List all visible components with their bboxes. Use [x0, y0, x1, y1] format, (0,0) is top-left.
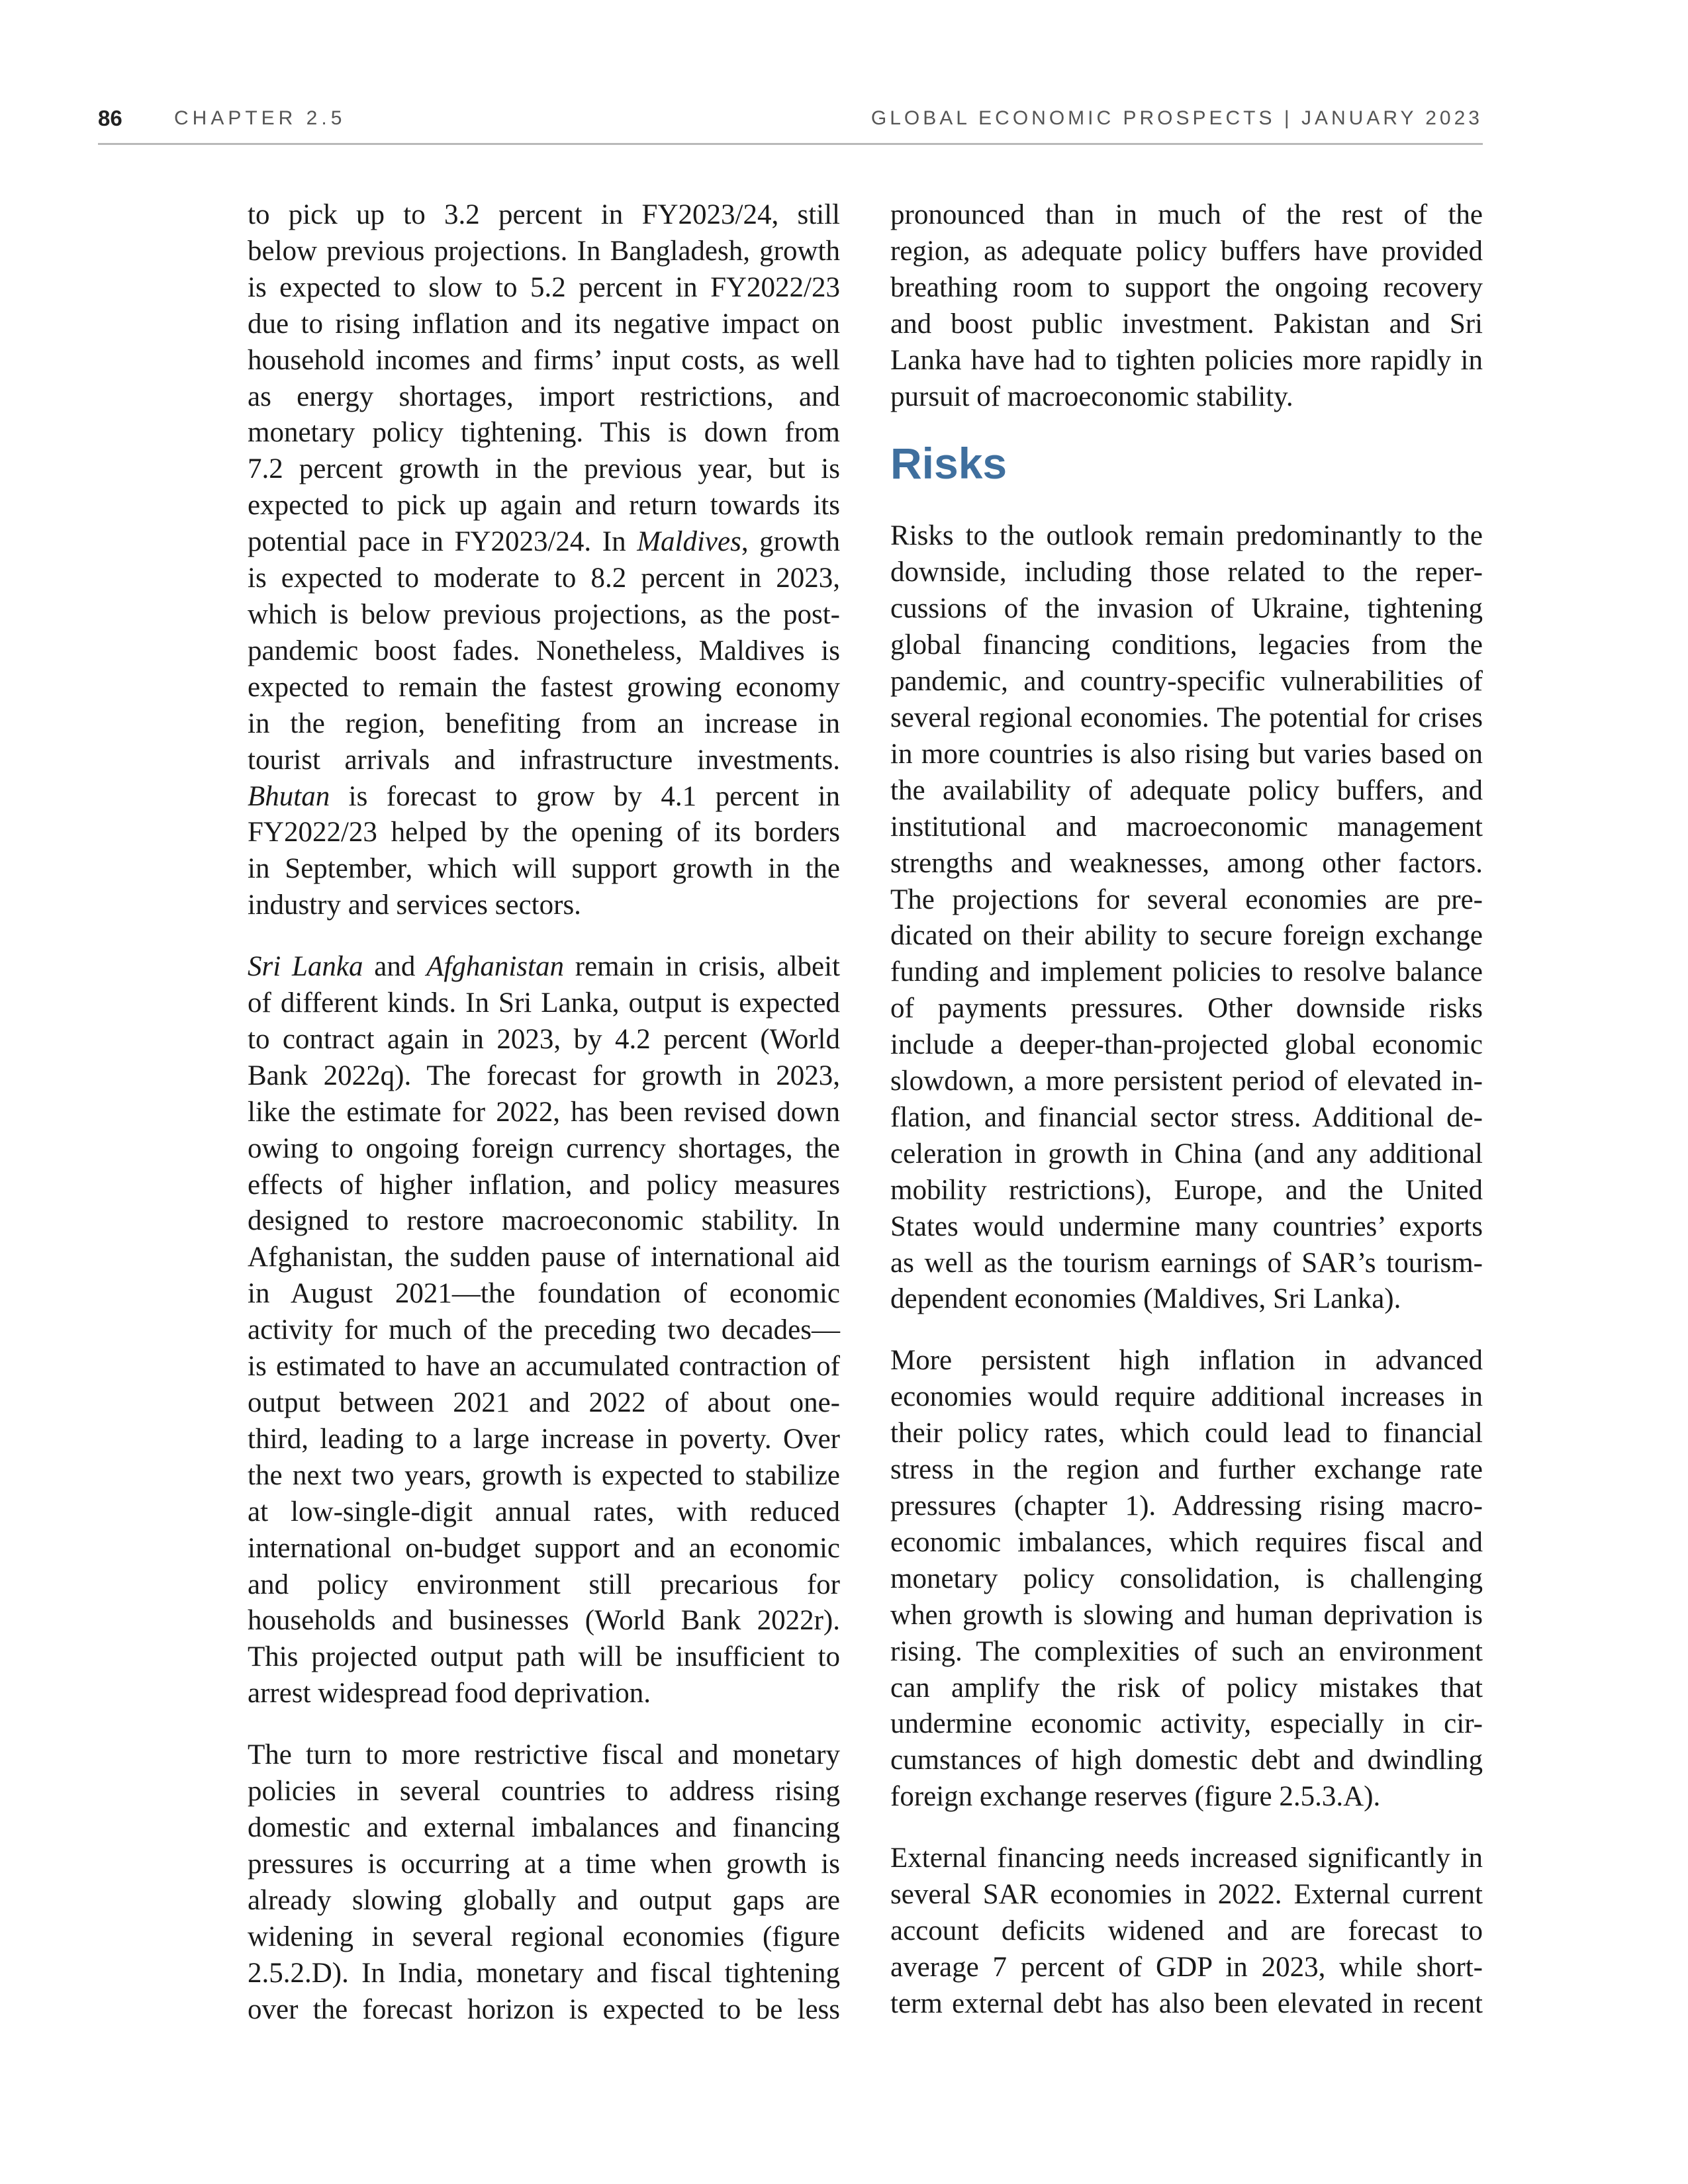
text-line: strengths and weaknesses, among other factors. [890, 847, 1483, 879]
text-line: industry and services sectors. [248, 889, 581, 921]
right-column [890, 197, 1483, 2023]
text-line: pressures (chapter 1). Addressing rising macro- [890, 1490, 1483, 1522]
text-line: economies would require additional increases in [890, 1381, 1483, 1413]
text-line: which is below previous projections, as the post- [248, 598, 840, 630]
text-line: of different kinds. In Sri Lanka, output is expected [248, 987, 840, 1019]
text-line: 7.2 percent growth in the previous year, but is [248, 453, 840, 485]
text-line: over the forecast horizon is expected to be less [248, 1993, 840, 2025]
text-line: undermine economic activity, especially in cir- [890, 1708, 1483, 1740]
text-line: dependent economies (Maldives, Sri Lanka). [890, 1283, 1401, 1315]
left-column [248, 197, 840, 2028]
text-line: is expected to moderate to 8.2 percent in 2023, [248, 563, 840, 594]
text-line: The projections for several economies are pre- [890, 884, 1483, 915]
text-line: of payments pressures. Other downside risks [890, 993, 1483, 1024]
paragraph [890, 518, 1483, 1318]
text-line: below previous projections. In Bangladesh, growth [248, 235, 840, 267]
text-line: pandemic, and country-specific vulnerabilities of [890, 666, 1483, 698]
text-line: to contract again in 2023, by 4.2 percent (World [248, 1023, 840, 1055]
text-line: potential pace in FY2023/24. In Maldives, growth [248, 526, 840, 558]
text-line: This projected output path will be insufficient to [248, 1641, 840, 1673]
paragraph [890, 1343, 1483, 1815]
text-line: Sri Lanka and Afghanistan remain in crisis, albeit [248, 951, 840, 983]
text-line: can amplify the risk of policy mistakes that [890, 1672, 1483, 1704]
text-line: funding and implement policies to resolve balance [890, 956, 1483, 988]
text-line: global financing conditions, legacies from the [890, 629, 1483, 661]
text-line: in August 2021—the foundation of economic [248, 1278, 840, 1310]
text-line: several SAR economies in 2022. External current [890, 1879, 1483, 1911]
text-line: External financing needs increased significantly in [890, 1843, 1483, 1874]
section-heading-risks: Risks [890, 439, 1008, 488]
text-line: like the estimate for 2022, has been revised down [248, 1096, 840, 1128]
text-line: Risks to the outlook remain predominantly to the [890, 520, 1483, 552]
text-line: stress in the region and further exchange rate [890, 1454, 1483, 1486]
text-line: activity for much of the preceding two decades— [248, 1314, 840, 1346]
text-line: owing to ongoing foreign currency shortages, the [248, 1132, 840, 1164]
text-line: account deficits widened and are forecast to [890, 1915, 1483, 1946]
text-line: policies in several countries to address rising [248, 1776, 840, 1807]
text-line: household incomes and firms’ input costs, as well [248, 344, 840, 376]
text-line: breathing room to support the ongoing recovery [890, 271, 1483, 303]
text-line: flation, and financial sector stress. Additional de- [890, 1101, 1483, 1133]
text-line: as energy shortages, import restrictions, and [248, 381, 840, 412]
chapter-label: CHAPTER 2.5 [174, 107, 346, 129]
text-line: in September, which will support growth in the [248, 853, 840, 885]
text-line: arrest widespread food deprivation. [248, 1678, 651, 1709]
text-line: international on-budget support and an economic [248, 1532, 840, 1564]
text-line: as well as the tourism earnings of SAR’s tourism- [890, 1247, 1483, 1279]
text-line: expected to pick up again and return towards its [248, 490, 840, 522]
text-line: expected to remain the fastest growing economy [248, 671, 840, 703]
text-line: cumstances of high domestic debt and dwindling [890, 1745, 1483, 1776]
text-line: institutional and macroeconomic management [890, 811, 1483, 842]
text-line: region, as adequate policy buffers have provided [890, 235, 1483, 267]
text-line: due to rising inflation and its negative impact on [248, 308, 840, 340]
text-line: dicated on their ability to secure foreign exchange [890, 920, 1483, 952]
text-line: domestic and external imbalances and financing [248, 1811, 840, 1843]
paragraph [248, 949, 840, 1712]
text-line: foreign exchange reserves (figure 2.5.3.A). [890, 1781, 1381, 1813]
text-line: in the region, benefiting from an increase in [248, 707, 840, 739]
text-line: tourist arrivals and infrastructure investments. [248, 744, 840, 776]
text-line: and policy environment still precarious for [248, 1569, 840, 1600]
text-line: Bhutan is forecast to grow by 4.1 percent in [248, 780, 840, 812]
text-line: third, leading to a large increase in poverty. Over [248, 1423, 840, 1455]
text-line: the next two years, growth is expected to stabilize [248, 1459, 840, 1491]
text-line: mobility restrictions), Europe, and the United [890, 1174, 1483, 1206]
paragraph [248, 197, 840, 924]
text-line: the availability of adequate policy buffers, and [890, 774, 1483, 806]
text-line: Lanka have had to tighten policies more rapidly in [890, 344, 1483, 376]
text-line: pronounced than in much of the rest of the [890, 199, 1483, 230]
text-line: term external debt has also been elevated in recent [890, 1987, 1483, 2019]
text-line: Bank 2022q). The forecast for growth in 2023, [248, 1060, 840, 1091]
text-line: Afghanistan, the sudden pause of international aid [248, 1242, 840, 1273]
text-line: monetary policy consolidation, is challenging [890, 1563, 1483, 1594]
page-number: 86 [98, 106, 122, 130]
text-line: designed to restore macroeconomic stability. In [248, 1205, 840, 1237]
text-line: is expected to slow to 5.2 percent in FY2022/23 [248, 271, 840, 303]
text-line: is estimated to have an accumulated contraction of [248, 1351, 840, 1383]
text-line: output between 2021 and 2022 of about one- [248, 1387, 840, 1418]
publication-title: GLOBAL ECONOMIC PROSPECTS | JANUARY 2023 [870, 107, 1483, 129]
text-line: average 7 percent of GDP in 2023, while short- [890, 1951, 1483, 1983]
text-line: several regional economies. The potential for crises [890, 702, 1483, 733]
text-line: rising. The complexities of such an environment [890, 1635, 1483, 1667]
text-line: in more countries is also rising but varies based on [890, 738, 1483, 770]
text-line: already slowing globally and output gaps are [248, 1884, 840, 1916]
paragraph [890, 197, 1483, 415]
text-line: celeration in growth in China (and any additional [890, 1138, 1483, 1169]
text-line: downside, including those related to the reper- [890, 557, 1483, 588]
page-header [98, 106, 1483, 145]
text-line: include a deeper-than-projected global economic [890, 1029, 1483, 1061]
text-line: More persistent high inflation in advanced [890, 1345, 1483, 1377]
text-line: pandemic boost fades. Nonetheless, Maldives is [248, 635, 840, 666]
text-line: The turn to more restrictive fiscal and monetary [248, 1739, 840, 1771]
text-line: effects of higher inflation, and policy measures [248, 1169, 840, 1201]
text-line: households and businesses (World Bank 2022r). [248, 1605, 840, 1637]
paragraph [248, 1737, 840, 2028]
text-line: to pick up to 3.2 percent in FY2023/24, still [248, 199, 840, 230]
text-line: at low-single-digit annual rates, with reduced [248, 1496, 840, 1527]
text-line: FY2022/23 helped by the opening of its borders [248, 817, 840, 848]
text-line: cussions of the invasion of Ukraine, tightening [890, 593, 1483, 625]
text-line: pursuit of macroeconomic stability. [890, 381, 1293, 412]
paragraph [890, 1841, 1483, 2023]
text-line: widening in several regional economies (figure [248, 1921, 840, 1952]
text-line: monetary policy tightening. This is down from [248, 417, 840, 449]
text-line: slowdown, a more persistent period of elevated in- [890, 1066, 1483, 1097]
text-line: 2.5.2.D). In India, monetary and fiscal tightening [248, 1957, 840, 1989]
text-line: and boost public investment. Pakistan and Sri [890, 308, 1483, 340]
text-line: States would undermine many countries’ exports [890, 1210, 1483, 1242]
text-line: their policy rates, which could lead to financial [890, 1418, 1483, 1449]
text-line: when growth is slowing and human deprivation is [890, 1599, 1483, 1631]
text-line: pressures is occurring at a time when growth is [248, 1848, 840, 1880]
text-line: economic imbalances, which requires fiscal and [890, 1526, 1483, 1558]
